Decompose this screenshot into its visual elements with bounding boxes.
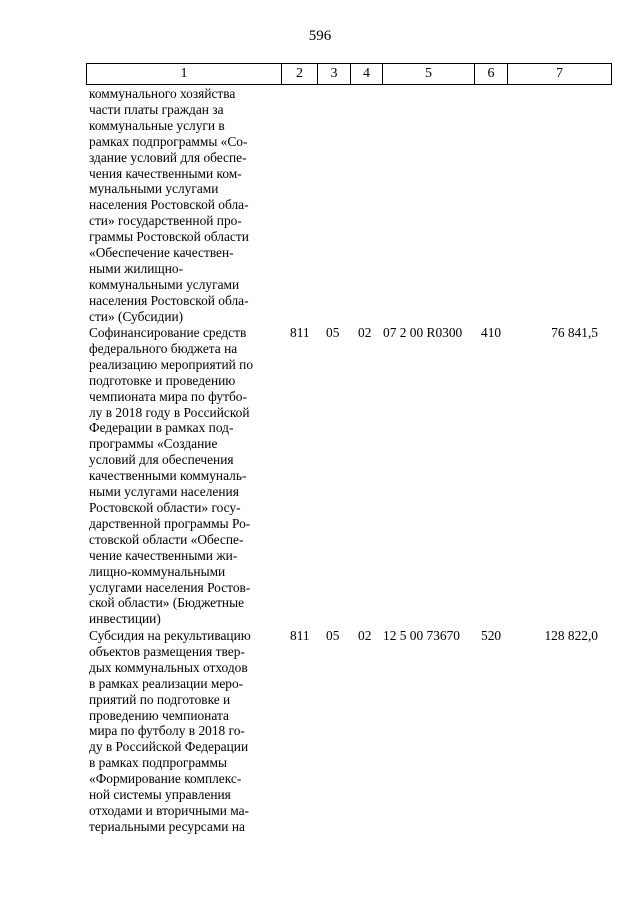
column-header-5: 5 <box>383 63 475 85</box>
row-description: Субсидия на рекультивацию объектов размещения твер- дых коммунальных отходов в рамках реализации меро- приятий по подготовке и проведению чемпионата мира по футболу в 2018 го- ду в Российской Федерации в рамках подпрограммы «Формирование комплекс- ной системы управления отходами и вторичными ма- териальными ресурсами на <box>89 628 251 834</box>
page-number: 596 <box>308 28 332 44</box>
cell-section-code: 05 <box>326 325 340 340</box>
row-description: Софинансирование средств федерального бюджета на реализацию мероприятий по подготовке и проведению чемпионата мира по футбо- лу в 2018 году в Российской Федерации в рамках под- программы «Создание условий для обеспечения качественными коммуналь- ными услугами населения Ростовской области» госу- дарственной программы Ро- стовской области «Обеспе- чение качественными жи- лищно-коммунальными услугами населения Ростов- ской области» (Бюджетные инвестиции) <box>89 325 254 627</box>
cell-subsection-code: 02 <box>358 628 372 643</box>
cell-amount: 76 841,5 <box>551 325 598 340</box>
cell-section-code: 05 <box>326 628 340 643</box>
cell-target-article: 07 2 00 R0300 <box>383 325 463 340</box>
column-header-1: 1 <box>86 63 282 85</box>
cell-expense-type: 410 <box>481 325 502 340</box>
column-header-4: 4 <box>351 63 383 85</box>
column-header-3: 3 <box>318 63 351 85</box>
column-header-7: 7 <box>508 63 612 85</box>
column-header-6: 6 <box>475 63 508 85</box>
cell-subsection-code: 02 <box>358 325 372 340</box>
cell-expense-type: 520 <box>481 628 502 643</box>
cell-ministry-code: 811 <box>290 628 310 643</box>
cell-ministry-code: 811 <box>290 325 310 340</box>
cell-amount: 128 822,0 <box>544 628 598 643</box>
row-description: коммунального хозяйства части платы граждан за коммунальные услуги в рамках подпрограммы «Со- здание условий для обеспе- чения качественными ком- мунальными услугами населения Ростовской обла- сти» государственной про- граммы Ростовской области «Обеспечение качествен- ными жилищно- коммунальными услугами населения Ростовской обла- сти» (Субсидии) <box>89 86 249 324</box>
column-header-2: 2 <box>282 63 318 85</box>
cell-target-article: 12 5 00 73670 <box>383 628 460 643</box>
